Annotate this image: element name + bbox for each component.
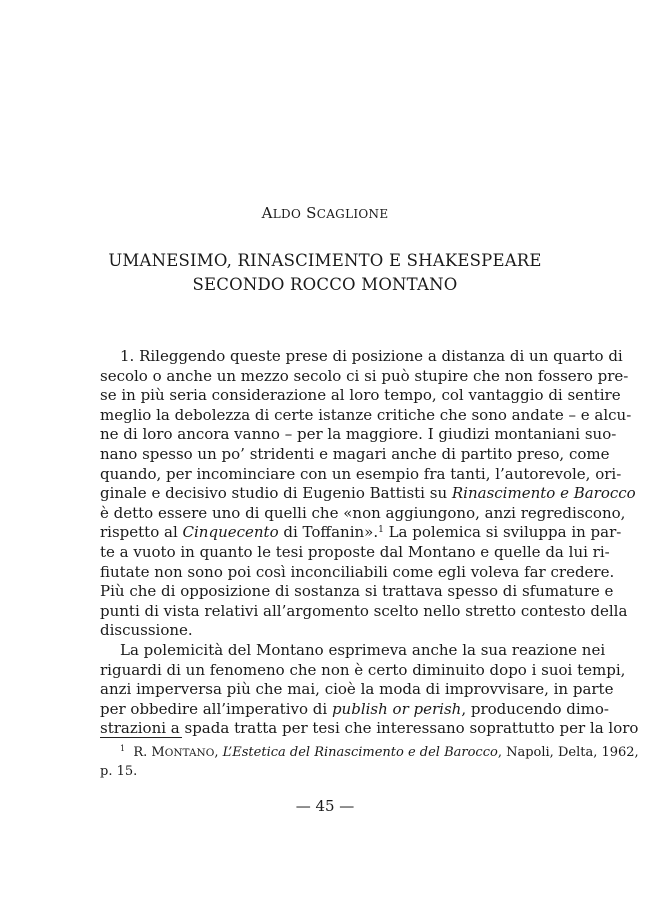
- body-line: [100, 699, 609, 720]
- body-line: ne di loro ancora vanno – per la maggiore. I giudizi montaniani suo-: [100, 425, 617, 444]
- body-text-run: di Toffanin».: [283, 523, 379, 542]
- italic-phrase: publish or perish: [331, 699, 462, 718]
- footnote-title: L’Estetica del Rinascimento e del Barocco: [222, 745, 498, 760]
- italic-title: Cinquecento: [182, 523, 279, 542]
- body-line: punti di vista relativi all’argomento scelto nello stretto contesto della: [100, 601, 628, 620]
- body-line: [100, 523, 622, 543]
- footnote-ref: 1: [378, 525, 384, 536]
- body-line: riguardi di un fenomeno che non è certo diminuito dopo i suoi tempi,: [100, 660, 626, 679]
- author-first-initial: A: [261, 204, 273, 222]
- body-line: nano spesso un po’ stridenti e magari anche di partito preso, come: [100, 444, 610, 463]
- title-line-2: SECONDO ROCCO MONTANO: [192, 275, 458, 294]
- body-text-run: rispetto al: [100, 523, 178, 542]
- body-text-run: ginale e decisivo studio di Eugenio Battisti su: [100, 484, 448, 503]
- body-line: meglio la debolezza di certe istanze critiche che sono andate – e alcu-: [100, 405, 632, 424]
- body-text-run: , producendo dimo-: [461, 699, 609, 718]
- body-line: te a vuoto in quanto le tesi proposte dal Montano e quelle da lui ri-: [100, 542, 610, 561]
- body-line: secolo o anche un mezzo secolo ci si può stupire che non fossero pre-: [100, 366, 629, 385]
- body-line: Più che di opposizione di sostanza si trattava spesso di sfumature e: [100, 582, 614, 601]
- footnote-comma: ,: [214, 745, 219, 760]
- body-text: [100, 347, 639, 739]
- footnote: [100, 743, 639, 781]
- body-line: [100, 484, 636, 504]
- body-line: quando, per incominciare con un esempio fra tanti, l’autorevole, ori-: [100, 464, 622, 483]
- body-line: discussione.: [100, 621, 193, 640]
- body-line: 1. Rileggendo queste prese di posizione a distanza di un quarto di: [120, 347, 623, 365]
- author-last-rest: CAGLIONE: [316, 207, 389, 221]
- body-line: anzi imperversa più che mai, cioè la moda di improvvisare, in parte: [100, 680, 614, 699]
- italic-title: Rinascimento e Barocco: [451, 484, 636, 503]
- body-line: è detto essere uno di quelli che «non aggiungono, anzi regrediscono,: [100, 503, 626, 522]
- body-line: strazioni a spada tratta per tesi che interessano soprattutto per la loro: [100, 719, 639, 738]
- author-name: [0, 204, 650, 222]
- title-line-1: UMANESIMO, RINASCIMENTO E SHAKESPEARE: [108, 251, 542, 270]
- body-line: fiutate non sono poi così inconciliabili come egli voleva far credere.: [100, 562, 615, 581]
- footnote-marker: 1: [120, 744, 126, 753]
- footnote-line: p. 15.: [100, 764, 138, 779]
- body-line: se in più seria considerazione al loro tempo, col vantaggio di sentire: [100, 386, 621, 405]
- footnote-separator: [100, 737, 182, 738]
- footnote-author-initial: R. M: [133, 745, 165, 760]
- page-number: — 45 —: [295, 797, 355, 815]
- article-title: [0, 249, 650, 297]
- footnote-publication: , Napoli, Delta, 1962,: [497, 745, 639, 760]
- body-line: La polemicità del Montano esprimeva anche la sua reazione nei: [120, 640, 606, 659]
- body-text-run: La polemica si sviluppa in par-: [383, 523, 622, 542]
- footnote-author-rest: ONTANO: [164, 747, 215, 759]
- author-first-rest: LDO: [272, 207, 302, 221]
- author-last-initial: S: [306, 204, 317, 222]
- body-text-run: per obbedire all’imperativo di: [100, 699, 328, 718]
- footnote-line: [100, 743, 639, 762]
